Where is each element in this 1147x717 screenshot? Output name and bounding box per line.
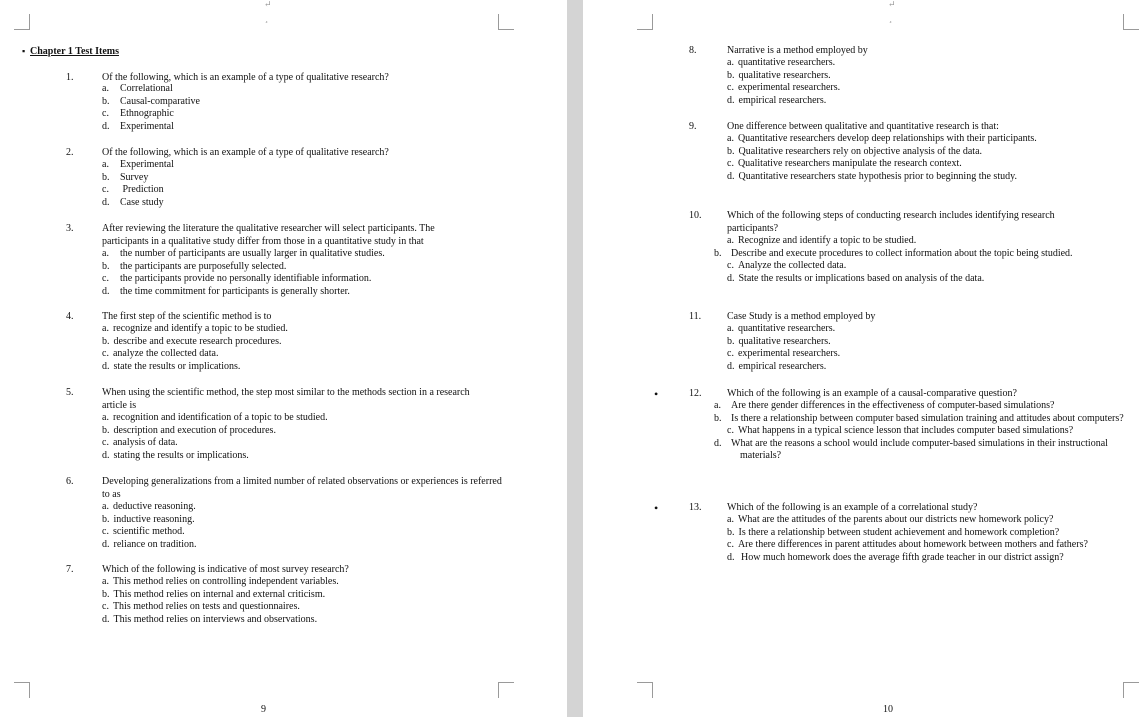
question-number: 6. <box>66 476 74 487</box>
option-a: a. Quantitative researchers develop deep relationships with their participants. <box>727 133 1037 144</box>
option-b: b. Is there a relationship between student achievement and homework completion? <box>727 526 1060 538</box>
option-a: a. This method relies on controlling independent variables. <box>102 576 339 587</box>
header-paragraph-mark: ↵ <box>888 0 896 9</box>
option-c: c. scientific method. <box>102 526 185 538</box>
option-d: d. state the results or implications. <box>102 360 241 372</box>
option-d: d. stating the results or implications. <box>102 449 249 461</box>
option-a: a. Experimental <box>102 159 174 170</box>
page-gutter <box>567 0 583 717</box>
option-b: b. describe and execute research procedures. <box>102 335 282 347</box>
section-title: Chapter 1 Test Items <box>30 46 119 57</box>
crop-mark-bottom-left <box>14 682 30 698</box>
header-end-mark: ¸ <box>265 13 268 23</box>
option-a: a. recognition and identification of a topic to be studied. <box>102 412 328 423</box>
option-a: a. Correlational <box>102 83 173 94</box>
option-c: c. the participants provide no personally identifiable information. <box>102 273 372 285</box>
option-a: a. Are there gender differences in the effectiveness of computer-based simulations? <box>714 400 1055 411</box>
option-d: d. empirical researchers. <box>727 94 827 106</box>
option-c: c. analyze the collected data. <box>102 348 219 360</box>
option-d: d. What are the reasons a school would include computer-based simulations in their instructional materials? <box>714 437 1108 462</box>
header-end-mark: ¸ <box>889 13 892 23</box>
option-b: b. qualitative researchers. <box>727 335 831 347</box>
question-stem: When using the scientific method, the step most similar to the methods section in a research article is <box>102 387 470 411</box>
option-d: d. State the results or implications based on analysis of the data. <box>727 272 985 284</box>
question-stem: Developing generalizations from a limited number of related observations or experiences is referred to as <box>102 476 502 500</box>
list-bullet: • <box>654 501 659 515</box>
crop-mark-top-left <box>14 14 30 30</box>
option-b: b. Is there a relationship between computer based simulation training and attitudes about computers? <box>714 412 1124 424</box>
option-d: d. empirical researchers. <box>727 360 827 372</box>
question-number: 1. <box>66 72 74 83</box>
section-bullet: ▪ <box>22 46 26 56</box>
option-c: c. This method relies on tests and questionnaires. <box>102 601 300 613</box>
option-d: d. Case study <box>102 196 164 208</box>
question-number: 8. <box>689 45 697 56</box>
option-b: b. This method relies on internal and external criticism. <box>102 588 326 600</box>
question-stem: Which of the following is an example of a correlational study? <box>727 502 978 513</box>
option-b: b. Survey <box>102 171 149 183</box>
option-d: d. This method relies on interviews and observations. <box>102 613 318 625</box>
option-d: d. How much homework does the average fifth grade teacher in our district assign? <box>727 551 1064 563</box>
question-stem: Which of the following is indicative of most survey research? <box>102 564 349 575</box>
question-number: 10. <box>689 210 702 221</box>
list-bullet: • <box>654 387 659 401</box>
question-number: 9. <box>689 121 697 132</box>
crop-mark-top-right <box>498 14 514 30</box>
question-number: 5. <box>66 387 74 398</box>
question-stem: Which of the following steps of conducting research includes identifying research participants? <box>727 210 1055 234</box>
option-a: a. deductive reasoning. <box>102 501 196 512</box>
option-b: b. the participants are purposefully selected. <box>102 260 287 272</box>
option-d: d. reliance on tradition. <box>102 538 197 550</box>
option-c: c. Analyze the collected data. <box>727 260 847 272</box>
option-b: b. description and execution of procedures. <box>102 424 276 436</box>
option-a: a. quantitative researchers. <box>727 57 836 68</box>
question-number: 3. <box>66 223 74 234</box>
crop-mark-bottom-left <box>637 682 653 698</box>
option-c: c. experimental researchers. <box>727 348 841 360</box>
question-stem: The first step of the scientific method is to <box>102 311 272 322</box>
option-a: a. the number of participants are usually larger in qualitative studies. <box>102 248 385 259</box>
option-b: b. qualitative researchers. <box>727 69 831 81</box>
option-a: a. quantitative researchers. <box>727 323 836 334</box>
option-b: b. Qualitative researchers rely on objective analysis of the data. <box>727 145 983 157</box>
question-number: 13. <box>689 502 702 513</box>
question-stem: Narrative is a method employed by <box>727 45 868 56</box>
option-d: d. Experimental <box>102 120 174 132</box>
question-stem: Case Study is a method employed by <box>727 311 876 322</box>
question-stem: One difference between qualitative and quantitative research is that: <box>727 121 999 132</box>
page-number: 10 <box>883 704 893 715</box>
option-c: c. analysis of data. <box>102 437 178 449</box>
option-c: c. experimental researchers. <box>727 82 841 94</box>
option-c: c. Ethnographic <box>102 108 174 120</box>
option-c: c. Prediction <box>102 184 164 196</box>
crop-mark-top-right <box>1123 14 1139 30</box>
document-page-right <box>583 0 1147 717</box>
page-number: 9 <box>261 704 266 715</box>
option-c: c. Are there differences in parent attitudes about homework between mothers and fathers? <box>727 539 1088 551</box>
option-c: c. Qualitative researchers manipulate the research context. <box>727 158 962 170</box>
question-number: 11. <box>689 311 702 322</box>
question-stem: Which of the following is an example of a causal-comparative question? <box>727 388 1017 399</box>
option-c: c. What happens in a typical science lesson that includes computer based simulations? <box>727 425 1074 437</box>
question-number: 2. <box>66 147 74 158</box>
crop-mark-bottom-right <box>498 682 514 698</box>
option-d: d. Quantitative researchers state hypothesis prior to beginning the study. <box>727 170 1017 182</box>
option-a: a. What are the attitudes of the parents about our districts new homework policy? <box>727 514 1054 525</box>
question-stem: Of the following, which is an example of a type of qualitative research? <box>102 72 389 83</box>
crop-mark-top-left <box>637 14 653 30</box>
question-stem: After reviewing the literature the qualitative researcher will select participants. The participants in a qualitative study differ from those in a quantitative study in that <box>102 223 435 247</box>
question-number: 7. <box>66 564 74 575</box>
question-number: 4. <box>66 311 74 322</box>
option-d: d. the time commitment for participants is generally shorter. <box>102 285 350 297</box>
option-a: a. recognize and identify a topic to be studied. <box>102 323 288 334</box>
option-b: b. inductive reasoning. <box>102 513 195 525</box>
question-stem: Of the following, which is an example of a type of qualitative research? <box>102 147 389 158</box>
question-number: 12. <box>689 388 702 399</box>
option-b: b. Describe and execute procedures to collect information about the topic being studied. <box>714 247 1073 259</box>
document-page-left <box>0 0 567 717</box>
crop-mark-bottom-right <box>1123 682 1139 698</box>
header-paragraph-mark: ↵ <box>264 0 272 9</box>
option-b: b. Causal-comparative <box>102 95 200 107</box>
option-a: a. Recognize and identify a topic to be studied. <box>727 235 917 246</box>
